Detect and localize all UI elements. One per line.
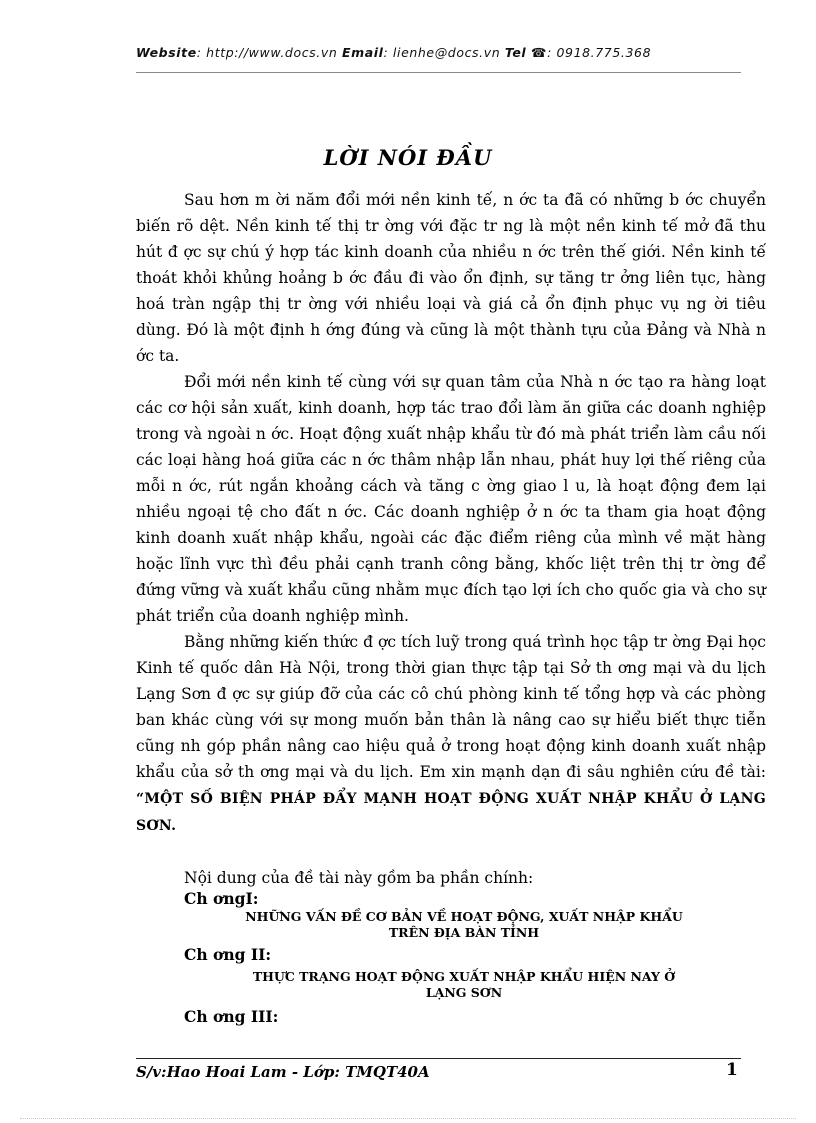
paragraph-1: Sau hơn m ời năm đổi mới nền kinh tế, n ớc ta đã có những b ớc chuyển biến rõ dệt. Nền kinh tế thị tr ờng với đặc tr ng là một nền kinh tế mở đã thu hút đ ợc sự chú ý hợp tác kinh doanh của nhiều n ớc trên thế giới. Nền kinh tế thoát khỏi khủng hoảng b ớc đầu đi vào ổn định, sự tăng tr ởng liên tục, hàng hoá tràn ngập thị tr ờng với nhiều loại và giá cả ổn định phục vụ ng ời tiêu dùng. Đó là một định h ớng đúng và cũng là một thành tựu của Đảng và Nhà n ớc ta. — [136, 191, 766, 365]
footer-author: S/v:Hao Hoai Lam - Lớp: TMQT40A — [136, 1063, 430, 1081]
content-outline — [184, 868, 764, 1027]
document-title: LỜI NÓI ĐẦU — [323, 145, 493, 170]
chapter-3-label: Ch ơng III: — [184, 1007, 279, 1026]
website-url[interactable]: : http://www.docs.vn — [196, 45, 338, 60]
paragraph-3-text: Bằng những kiến thức đ ợc tích luỹ trong quá trình học tập tr ờng Đại học Kinh tế quốc dân Hà Nội, trong thời gian thực tập tại Sở th ơng mại và du lịch Lạng Sơn đ ợc sự giúp đỡ của các cô chú phòng kinh tế tổng hợp và các phòng ban khác cùng với sự mong muốn bản thân là nâng cao sự hiểu biết thực tiễn cũng nh góp phần nâng cao hiệu quả ở trong hoạt động kinh doanh xuất nhập khẩu của sở th ơng mại và du lịch. Em xin mạnh dạn đi sâu nghiên cứu đề tài: — [136, 633, 766, 781]
header-divider — [136, 72, 741, 73]
website-label: Website — [136, 45, 197, 60]
chapter-1-label: Ch ơngI: — [184, 889, 259, 908]
paragraph-3 — [136, 629, 766, 839]
chapter-1-title-line-1: NHỮNG VẤN ĐỀ CƠ BẢN VỀ HOẠT ĐỘNG, XUẤT NHẬP KHẨU — [245, 909, 683, 924]
chapter-1-title-line-2: TRÊN ĐỊA BÀN TỈNH — [388, 925, 540, 940]
email-address[interactable]: : lienhe@docs.vn — [383, 45, 501, 60]
tel-label: Tel — [504, 45, 527, 60]
thesis-title: “MỘT SỐ BIỆN PHÁP ĐẨY MẠNH HOẠT ĐỘNG XUẤT NHẬP KHẨU Ở LẠNG SƠN. — [136, 791, 766, 834]
email-label: Email — [341, 45, 384, 60]
footer-divider — [136, 1058, 741, 1059]
document-body — [136, 187, 766, 839]
chapter-2-title-line-1: THỰC TRẠNG HOẠT ĐỘNG XUẤT NHẬP KHẨU HIỆN NAY Ở — [252, 969, 676, 984]
tel-number: : 0918.775.368 — [547, 45, 652, 60]
outline-intro: Nội dung của đề tài này gồm ba phần chính: — [184, 869, 534, 887]
paragraph-2: Đổi mới nền kinh tế cùng với sự quan tâm của Nhà n ớc tạo ra hàng loạt các cơ hội sản xuất, kinh doanh, hợp tác trao đổi làm ăn giữa các doanh nghiệp trong và ngoài n ớc. Hoạt động xuất nhập khẩu từ đó mà phát triển làm cầu nối các loại hàng hoá giữa các n ớc thâm nhập lẫn nhau, phát huy lợi thế riêng của mỗi n ớc, rút ngắn khoảng cách và tăng c ờng giao l u, là hoạt động đem lại nhiều ngoại tệ cho đất n ớc. Các doanh nghiệp ở n ớc ta tham gia hoạt động kinh doanh xuất nhập khẩu, ngoài các đặc điểm riêng của mình về mặt hàng hoặc lĩnh vực thì đều phải cạnh tranh công bằng, khốc liệt trên thị tr ờng để đứng vững và xuất khẩu cũng nhằm mục đích tạo lợi ích cho quốc gia và cho sự phát triển của doanh nghiệp mình. — [136, 373, 766, 625]
page-number: 1 — [726, 1060, 738, 1080]
page-bottom-edge — [20, 1118, 796, 1119]
chapter-2-label: Ch ơng II: — [184, 945, 272, 964]
phone-icon: ☎ — [530, 45, 548, 60]
chapter-2-title-line-2: LẠNG SƠN — [425, 985, 503, 1000]
page-header — [136, 45, 651, 60]
